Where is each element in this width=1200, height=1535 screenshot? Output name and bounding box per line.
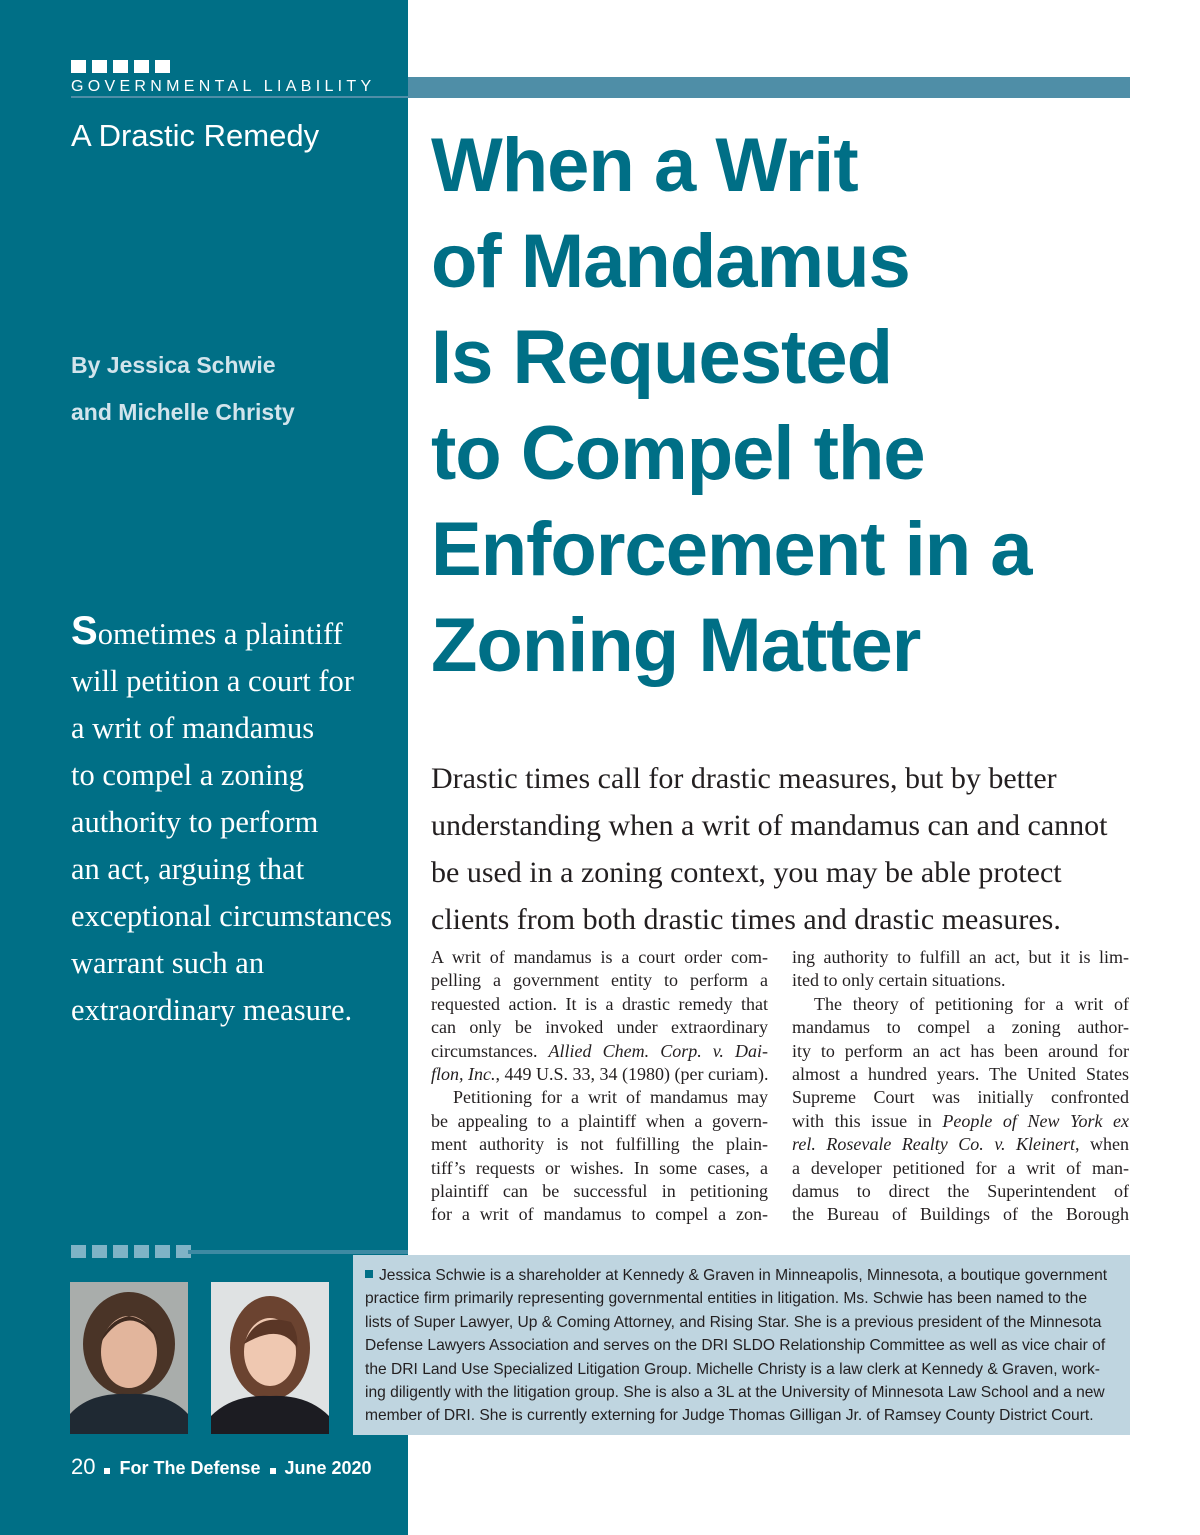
body-column-2	[792, 946, 1129, 1227]
article-headline	[431, 118, 1151, 694]
body-line	[792, 1133, 1129, 1156]
section-rule-line	[71, 96, 1130, 98]
body-line: pelling a government entity to perform a	[431, 970, 768, 991]
body-line: ity to perform an act has been around for	[792, 1040, 1129, 1061]
byline-author-1: By Jessica Schwie	[71, 352, 276, 378]
deck-line: understanding when a writ of mandamus can and cannot	[431, 809, 1108, 842]
separator-icon	[104, 1468, 110, 1474]
lede-line: a writ of mandamus	[71, 711, 315, 745]
bio-line: practice firm primarily representing governmental entities in litigation. Ms. Schwie has been named to the	[365, 1290, 1087, 1308]
decorative-squares-top	[71, 60, 170, 73]
body-line: the Bureau of Buildings of the Borough	[792, 1204, 1129, 1225]
headline-line: of Mandamus	[431, 219, 910, 304]
case-citation: Allied Chem. Corp. v. Dai-	[548, 1040, 769, 1061]
square-marker	[71, 1245, 86, 1258]
bio-line: ing diligently with the litigation group. She is also a 3L at the University of Minnesota Law School and a new	[365, 1384, 1105, 1402]
bio-line: Defense Lawyers Association and serves on the DRI SLDO Relationship Committee as well as vice chair of	[365, 1337, 1106, 1355]
headline-line: When a Writ	[431, 123, 858, 208]
body-line: ment authority is not fulfilling the plain-	[431, 1134, 768, 1155]
body-line: requested action. It is a drastic remedy that	[431, 993, 768, 1014]
drop-cap: S	[71, 609, 98, 653]
square-marker	[71, 60, 86, 73]
body-line: damus to direct the Superintendent of	[792, 1181, 1129, 1202]
publication-name: For The Defense	[119, 1458, 261, 1478]
lede-line	[71, 608, 401, 658]
lede-line: exceptional circumstances	[71, 899, 392, 933]
article-deck	[431, 755, 1131, 943]
body-line: tiff’s requests or wishes. In some cases, a	[431, 1157, 768, 1178]
case-citation: People of New York ex	[942, 1110, 1130, 1131]
case-citation: rel. Rosevale Realty Co. v. Kleinert	[792, 1134, 1075, 1155]
bio-line-text: Jessica Schwie is a shareholder at Kennedy & Graven in Minneapolis, Minnesota, a boutique government	[379, 1267, 1108, 1284]
body-line	[792, 1110, 1129, 1133]
body-text: , 449 U.S. 33, 34 (1980) (per curiam).	[495, 1064, 769, 1085]
case-citation: flon, Inc.	[431, 1064, 496, 1085]
kicker: A Drastic Remedy	[71, 118, 320, 153]
deck-line: Drastic times call for drastic measures, but by better	[431, 762, 1057, 795]
section-rule-bar	[408, 77, 1130, 96]
headline-line: to Compel the	[431, 411, 925, 496]
square-marker	[134, 1245, 149, 1258]
body-line: The theory of petitioning for a writ of	[814, 993, 1129, 1014]
body-line: ing authority to fulfill an act, but it is lim-	[792, 947, 1129, 967]
body-line: plaintiff can be successful in petitioning	[431, 1181, 768, 1202]
body-text: circumstances.	[431, 1040, 549, 1061]
body-line	[431, 1040, 768, 1063]
square-marker	[92, 1245, 107, 1258]
body-line: a developer petitioned for a writ of man-	[792, 1157, 1129, 1178]
separator-icon	[270, 1468, 276, 1474]
bio-line: member of DRI. She is currently externing for Judge Thomas Gilligan Jr. of Ramsey County District Court.	[365, 1407, 1094, 1425]
square-marker	[134, 60, 149, 73]
body-line: can only be invoked under extraordinary	[431, 1017, 768, 1038]
portrait-icon	[211, 1282, 329, 1434]
bio-line: lists of Super Lawyer, Up & Coming Attorney, and Rising Star. She is a previous president of the Minnesota	[365, 1313, 1102, 1331]
author-bio-text	[365, 1264, 1121, 1428]
headline-line: Zoning Matter	[431, 603, 921, 688]
portrait-icon	[70, 1282, 188, 1434]
byline-author-2: and Michelle Christy	[71, 399, 295, 425]
decorative-squares-bottom	[71, 1245, 191, 1258]
lede-first-rest: ometimes a plaintiff	[97, 617, 343, 651]
bio-rule-line	[188, 1250, 408, 1254]
author-photo-michelle-christy	[211, 1282, 329, 1434]
square-marker	[92, 60, 107, 73]
square-marker	[113, 1245, 128, 1258]
page-number: 20	[71, 1454, 96, 1479]
body-line: A writ of mandamus is a court order com-	[431, 947, 768, 967]
bio-line	[365, 1264, 1121, 1287]
bio-line: the DRI Land Use Specialized Litigation Group. Michelle Christy is a law clerk at Kennedy & Graven, work-	[365, 1360, 1100, 1378]
lede-pullquote	[71, 608, 401, 1034]
square-marker	[155, 60, 170, 73]
body-text: with this issue in	[792, 1110, 943, 1131]
square-marker	[113, 60, 128, 73]
deck-line: clients from both drastic times and drastic measures.	[431, 903, 1061, 936]
issue-date: June 2020	[284, 1458, 372, 1478]
body-line: be appealing to a plaintiff when a govern-	[431, 1110, 768, 1131]
body-line: almost a hundred years. The United States	[792, 1064, 1129, 1085]
body-column-1	[431, 946, 768, 1227]
lede-line: to compel a zoning	[71, 758, 304, 792]
bullet-icon	[365, 1270, 373, 1278]
square-marker	[155, 1245, 170, 1258]
body-line: for a writ of mandamus to compel a zon-	[431, 1204, 768, 1225]
lede-line: will petition a court for	[71, 664, 354, 698]
body-line: Supreme Court was initially confronted	[792, 1087, 1129, 1108]
body-line: Petitioning for a writ of mandamus may	[453, 1087, 768, 1108]
deck-line: be used in a zoning context, you may be able protect	[431, 856, 1062, 889]
lede-line: extraordinary measure.	[71, 993, 353, 1027]
body-line: mandamus to compel a zoning author-	[792, 1017, 1129, 1038]
body-text: , when	[1074, 1134, 1129, 1155]
author-photo-jessica-schwie	[70, 1282, 188, 1434]
lede-line: authority to perform	[71, 805, 319, 839]
section-label: GOVERNMENTAL LIABILITY	[71, 78, 376, 95]
body-line	[431, 1063, 768, 1086]
lede-line: warrant such an	[71, 946, 265, 980]
body-line: ited to only certain situations.	[792, 970, 1006, 991]
headline-line: Enforcement in a	[431, 507, 1032, 592]
lede-line: an act, arguing that	[71, 852, 305, 886]
page-footer	[71, 1454, 372, 1480]
headline-line: Is Requested	[431, 315, 893, 400]
